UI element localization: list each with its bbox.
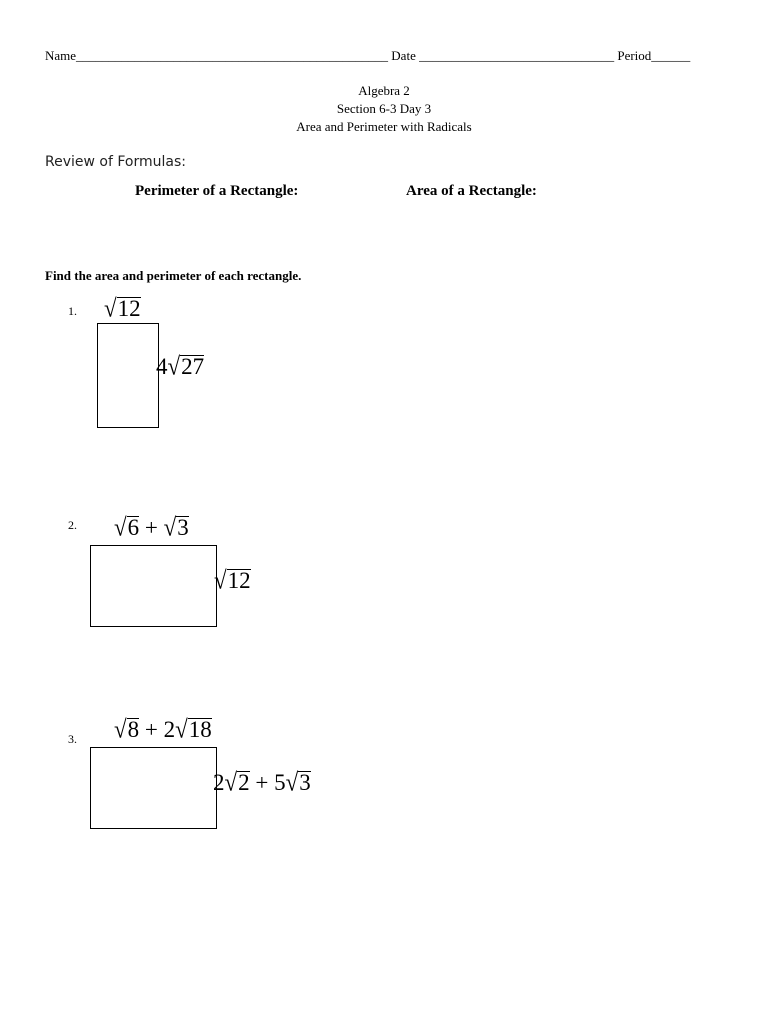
- date-label: Date: [391, 48, 416, 63]
- problem-3-number: 3.: [68, 732, 77, 746]
- radicand: 3: [177, 515, 189, 540]
- student-info-line: [45, 48, 725, 64]
- problem-3-rectangle: [90, 747, 217, 829]
- problem-2-number: 2.: [68, 518, 77, 532]
- radicand: 18: [188, 717, 212, 742]
- operator: +: [144, 717, 158, 742]
- operator: +: [144, 515, 158, 540]
- problem-1-number: 1.: [68, 304, 77, 318]
- section-title: Section 6-3 Day 3: [336, 101, 432, 116]
- radicand: 12: [227, 568, 251, 593]
- problem-1-top-dimension: √12: [104, 294, 141, 323]
- coefficient: 5: [274, 770, 286, 795]
- review-heading: Review of Formulas:: [45, 154, 186, 170]
- name-label: Name: [45, 48, 77, 63]
- coefficient: 2: [213, 770, 225, 795]
- course-title: Algebra 2: [358, 83, 410, 98]
- title-block: [0, 82, 768, 136]
- coefficient: 4: [156, 354, 168, 379]
- date-blank: ______________________________: [419, 48, 615, 63]
- radicand: 12: [117, 296, 141, 321]
- perimeter-formula-label: Perimeter of a Rectangle:: [135, 183, 299, 199]
- radicand: 3: [299, 770, 311, 795]
- radicand: 2: [238, 770, 250, 795]
- problem-1-rectangle: [97, 323, 159, 428]
- problem-2-rectangle: [90, 545, 217, 627]
- problem-1-side-dimension: 4√27: [156, 352, 205, 381]
- period-blank: ______: [651, 48, 691, 63]
- problem-2-side-dimension: √12: [214, 566, 251, 595]
- operator: +: [255, 770, 269, 795]
- coefficient: 2: [163, 717, 176, 742]
- name-blank: ________________________________________________: [76, 48, 389, 63]
- topic-title: Area and Perimeter with Radicals: [296, 119, 472, 134]
- area-formula-label: Area of a Rectangle:: [406, 183, 537, 199]
- period-label: Period: [617, 48, 652, 63]
- radicand: 6: [127, 515, 140, 540]
- radicand: 27: [181, 354, 205, 379]
- radicand: 8: [127, 717, 140, 742]
- problem-3-top-dimension: √8 + 2√18: [114, 715, 212, 744]
- problem-3-side-dimension: 2√2 + 5√3: [213, 768, 311, 797]
- instructions: Find the area and perimeter of each rectangle.: [45, 268, 302, 283]
- problem-2-top-dimension: √6 + √3: [114, 513, 189, 542]
